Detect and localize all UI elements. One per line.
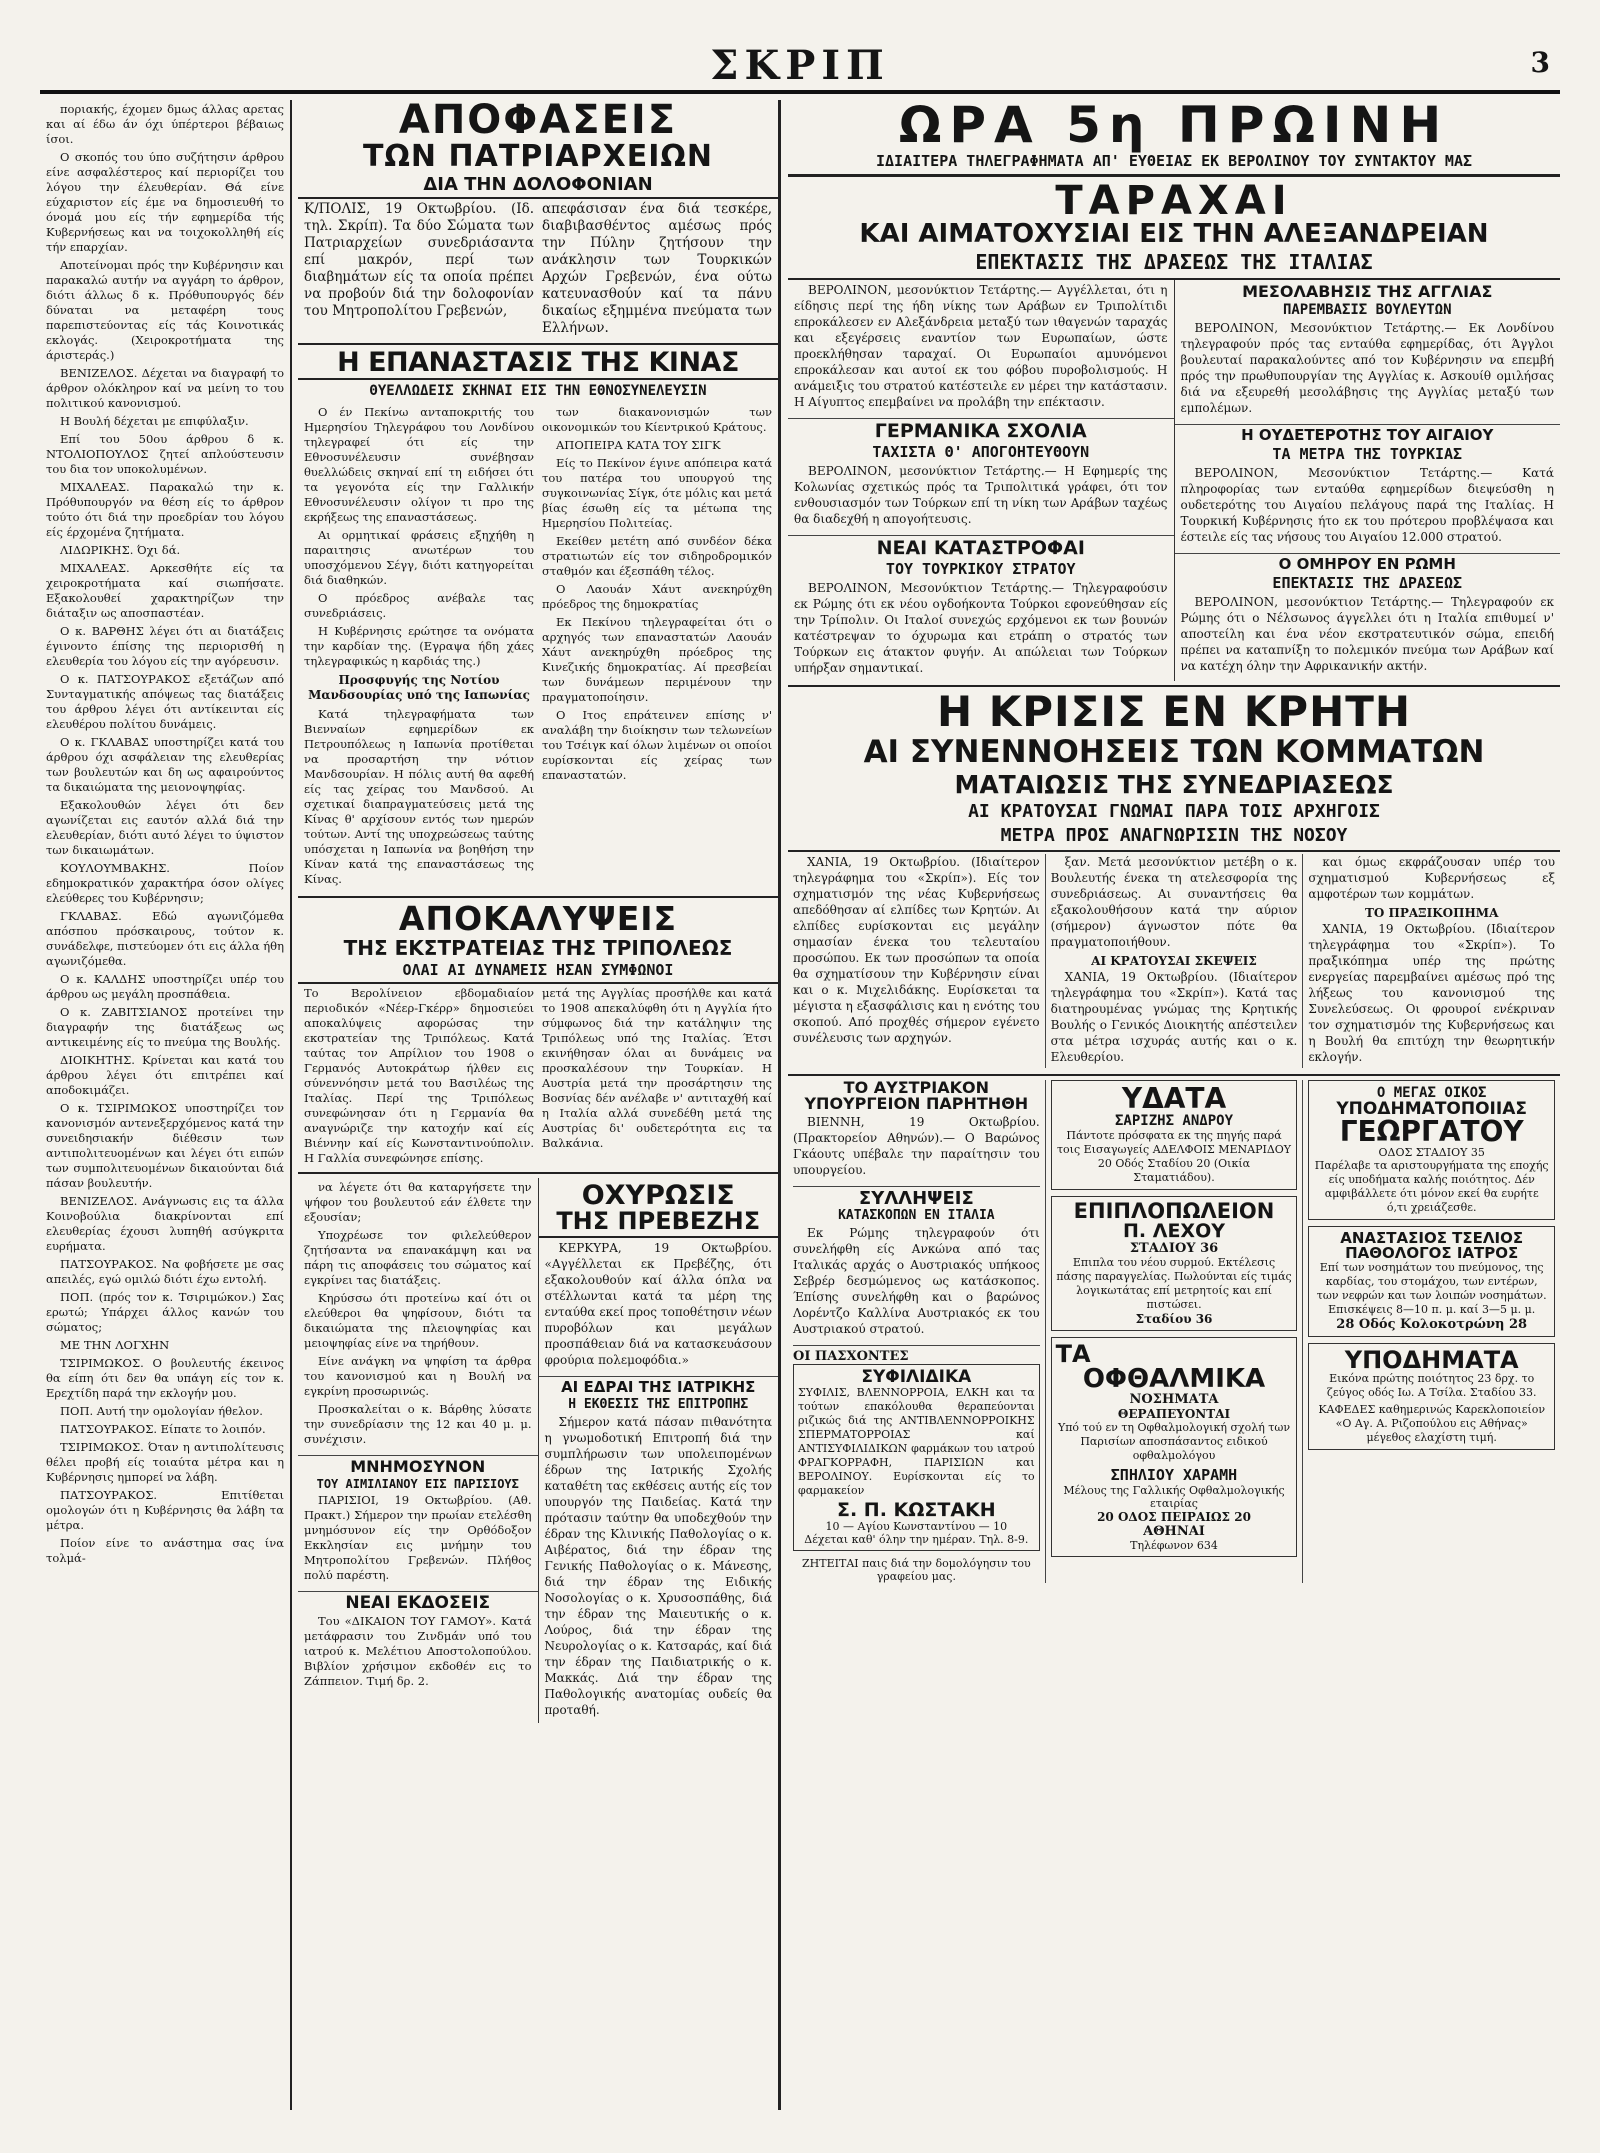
subhead: ΤΑ ΜΕΤΡΑ ΤΗΣ ΤΟΥΡΚΙΑΣ xyxy=(1272,445,1463,463)
subhead: ΠΑΡΕΜΒΑΣΙΣ ΒΟΥΛΕΥΤΩΝ xyxy=(1282,302,1452,318)
article-text: Σήμερον κατά πάσαν πιθανότητα η γνωμοδοτική Επιτροπή διά την συμπλήρωσιν των υπολειπομένων έδρων της Ιατρικής Σχολής καταθέτη τας εκθέσεις αυτής είς τον υπουργόν της Παιδείας. Κατά την πρότασιν ταύτην θα υποδεχθούν την έδραν της Κλινικής Παθολογίας ο κ. Αιβέρατος, διά την έδραν της Γενικής Παθολογίας ο κ. Μάνεσης, διά την έδραν της Ειδικής Νοσολογίας ο κ. Χρυσοσπάθης, διά την έδραν της Μαιευτικής ο κ. Λούρος, διά την έδραν της Νευρολογίας ο κ. Κατσαράς, καί διά την έδραν της Παιδιατρικής ο κ. Μακκάς. Διά την έδραν της Παθολογικής ανατομίας ουδείς θα προταθή. xyxy=(544,1415,772,1717)
ad-title: ΤΑ xyxy=(1055,1340,1091,1368)
ad-title: ΣΥΦΙΛΙΔΙΚΑ xyxy=(861,1367,972,1387)
article-paragraph: Ο κ. ΒΑΡΘΗΣ λέγει ότι αι διατάξεις έγινοντο έπίσης της περιορισθή η ελευθερία του λόγου είς την αγόρευσιν. xyxy=(46,624,284,668)
page-number: 3 xyxy=(1530,46,1550,79)
article-paragraph: ΛΙΔΩΡΙΚΗΣ. Όχι δά. xyxy=(60,543,181,557)
article-paragraph: Ο κ. ΖΑΒΙΤΣΙΑΝΟΣ προτείνει την διαγραφήν της διατάξεως ως αντικειμένης είς το πνεύμα της Βουλής. xyxy=(46,1005,284,1049)
ad-title: ΕΠΙΠΛΟΠΩΛΕΙΟΝ xyxy=(1073,1199,1275,1223)
article-paragraph: ΜΙΧΑΛΕΑΣ. Παρακαλώ την κ. Πρόθυπουργόν να θέση είς το άρθρον τούτο ότι διά την προεδρίαν του λόγου είς έρχομένα ζητήματα. xyxy=(46,480,284,539)
ad-text: Εικόνα πρώτης ποιότητος 23 δρχ. το ζεύγος οδός Ιω. Α Τσίλα. Σταδίου 33. xyxy=(1326,1372,1537,1399)
ad-subtitle: ΝΟΣΗΜΑΤΑ xyxy=(1129,1392,1219,1407)
newspaper-title: ΣΚΡΙΠ xyxy=(710,42,890,89)
ad-text: ΣΥΦΙΛΙΣ, ΒΛΕΝΝΟΡΡΟΙΑ, ΕΛΚΗ και τα τούτων επακόλουθα θεραπεύονται ριζικώς διά της ΑΝΤΙΒΛΕΝΝΟΡΡΟΙΚΗΣ ΣΠΕΡΜΑΤΟΡΡΟΙΑΣ καί ΑΝΤΙΣΥΦΙΛΙΔΙΚΩΝ φαρμάκων του ιατρού ΦΡΑΓΚΟΡΡΑΦΗ, ΠΑΡΙΣΙΩΝ και ΒΕΡΟΛΙΝΟΥ. Ευρίσκονται είς το φαρμακείον xyxy=(798,1386,1035,1497)
subhead: Προσφυγής της Νοτίου Μανδσουρίας υπό της Ιαπωνίας xyxy=(308,673,530,702)
headline-2: ΥΠΟΥΡΓΕΙΟΝ ΠΑΡΗΤΗΘΗ xyxy=(804,1094,1029,1113)
ad-text-2: ΚΑΦΕΔΕΣ καθημερινώς Καρεκλοποιείον «Ο Αγ. Α. Ριζοπούλου εις Αθήνας» μέγεθος ελαχίστη τιμή. xyxy=(1318,1403,1546,1444)
headline-2: ΤΩΝ ΠΑΤΡΙΑΡΧΕΙΩΝ xyxy=(362,139,714,174)
ad-text: Πάντοτε πρόσφατα εκ της πηγής παρά τοις Εισαγωγείς ΑΔΕΛΦΟΙΣ ΜΕΝΑΡΙΔΟΥ 20 Οδός Σταδίου 20 (Οικία Σταματιάδου). xyxy=(1056,1129,1292,1184)
article-text: ΒΕΡΟΛΙΝΟΝ, μεσονύκτιον Τετάρτης.— Η Εφημερίς της Κολωνίας σχετικώς πρός τα Τριπολιτικά γράφει, ότι τον ενθουσιασμόν των Τούρκων επί τη νίκη των Αράβων ταχέως θα διαδεχθή η απογοήτευσις. xyxy=(794,464,1168,526)
article-paragraph: Ο πρόεδρος ανέβαλε τας συνεδριάσεις. xyxy=(304,591,534,620)
ad-text: Επιπλα του νέου συρμού. Εκτέλεσις πάσης παραγγελίας. Πωλούνται είς τιμάς λογικωτάτας επί μετρητοίς και επί πιστώσει. xyxy=(1056,1256,1292,1311)
article-text: ΒΕΡΟΛΙΝΟΝ, Μεσονύκτιον Τετάρτης.— Κατά πληροφορίας των ενταύθα εφημερίδων διεψεύσθη η ουδετερότης του Αιγαίου πελάγους παρά της Ιταλίας. Η Τουρκική Κυβέρνησις ήτο εκ του πρότερου προβλέψασα και έστειλε είς τας νήσους του Αιγαίου 12.000 στρατού. xyxy=(1180,466,1554,544)
parliament-report xyxy=(40,100,290,1571)
article-paragraph: ΚΟΥΛΟΥΜΒΑΚΗΣ. Ποίον εδημοκρατικόν χαρακτήρα όσον ολίγες ελεύθερες του Κυβέρνησιν; xyxy=(46,861,284,905)
headline-2: ΚΑΙ ΑΙΜΑΤΟΧΥΣΙΑΙ ΕΙΣ ΤΗΝ ΑΛΕΞΑΝΔΡΕΙΑΝ xyxy=(859,219,1489,249)
article-text: και όμως εκφράζουσαν υπέρ του σχηματισμού Κυβερνήσεως εξ αμφοτέρων των κομμάτων. xyxy=(1308,855,1556,901)
ad-name: Σ. Π. ΚΩΣΤΑΚΗ xyxy=(836,1499,996,1521)
article-text: ΧΑΝΙΑ, 19 Οκτωβρίου. (Ιδιαίτερον τηλεγράφημα του «Σκρίπ»). Είς τον σχηματισμόν της νέας Κυβερνήσεως απεδόθησαν αί ελπίδες των Κρητών. Αι ελπίδες ευρίσκονται εις μεγάλην σημασίαν ένεκα του τελευταίου προσώπου. Εκ των προσώπων τα οποία θα σχηματίσουν την Κυβέρνησιν είναι και ο κ. Μιχελιδάκης. Ευρίσκεται τα μέγιστα η εξασφάλισις και η ενότης του σκοπού. Από προχθές σήμερον εγένετο συνέλευσις των αρχηγών. xyxy=(793,855,1040,1045)
lower-left-block xyxy=(298,1178,539,1723)
ad-role: Μέλους της Γαλλικής Οφθαλμολογικής εταιρίας xyxy=(1063,1484,1285,1510)
column-parliament xyxy=(40,100,292,2110)
article-paragraph: ΜΙΧΑΛΕΑΣ. Αρκεσθήτε είς τα χειροκροτήματα καί σιωπήσατε. Εξακολουθεί χαρακτηρίζων την διάταξιν ως αποσπαστέαν. xyxy=(46,561,284,620)
article-paragraph: ΔΙΟΙΚΗΤΗΣ. Κρίνεται και κατά του άρθρου λέγει ότι επιτρέπει καί αποδοκιμάζει. xyxy=(46,1053,284,1097)
article-text: μετά της Αγγλίας προσήλθε και κατά το 1908 απεκαλύφθη ότι η Αγγλία ήτο σύμφωνος διά την κατάληψιν της Τριπόλεως υπό της Ιταλίας. Έτσι εκινήθησαν όλαι αι δυνάμεις να προσκαλέσουν την Τουρκίαν. Η Αυστρία μετά την προσάρτησιν της Βοσνίας δέν ανέλαβε ν' αντιταχθή καί η Ιταλία αλλά συνεδέθη μετά της Αυστρίας δι' ουδετερότητα εις τα Βαλκάνια. xyxy=(542,986,772,1150)
headline: ΜΝΗΜΟΣΥΝΟΝ xyxy=(350,1457,486,1476)
article-text: ΒΙΕΝΝΗ, 19 Οκτωβρίου. (Πρακτορείον Αθηνών).— Ο Βαρώνος Γκάουτς υπέβαλε την παραίτησιν του υπουργείου. xyxy=(793,1115,1040,1177)
late-news-subbanner: ΙΔΙΑΙΤΕΡΑ ΤΗΛΕΓΡΑΦΗΜΑΤΑ ΑΠ' ΕΥΘΕΙΑΣ ΕΚ ΒΕΡΟΛΙΝΟΥ ΤΟΥ ΣΥΝΤΑΚΤΟΥ ΜΑΣ xyxy=(788,152,1560,177)
article-text: Κηρύσσω ότι προτείνω καί ότι οι ελεύθεροι θα ψηφίσουν, διότι τα δικαιώματα της πλειοψηφίας και μειοψηφίας είνε να τηρήθουν. xyxy=(304,1291,532,1350)
article-paragraph: Εξακολουθών λέγει ότι δεν αγωνίζεται εις εαυτόν αλλά διά την ελευθερίαν, διότι αυτό λέγει το ύψιστον των δικαιωμάτων. xyxy=(46,798,284,857)
headline: ΜΕΣΟΛΑΒΗΣΙΣ ΤΗΣ ΑΓΓΛΙΑΣ xyxy=(1242,282,1493,301)
article-text: ΒΕΡΟΛΙΝΟΝ, Μεσονύκτιον Τετάρτης.— Εκ Λονδίνου τηλεγραφούν πρός τας ενταύθα εφημερίδας, ότι Άγγλοι βουλευταί παρακαλούντες από τον Κυβέρνησιν να επεμβή πρός την πρωθυπουργίαν της Αγγλίας κ. Ασκουίθ ομιλήσας διά να εξευρεθή μεσολάβησις της Αγγλίας μεταξύ των εμπολέμων. xyxy=(1180,321,1554,415)
advertisement xyxy=(1308,1226,1555,1337)
headline-3: ΜΑΤΑΙΩΣΙΣ ΤΗΣ ΣΥΝΕΔΡΙΑΣΕΩΣ xyxy=(954,770,1394,799)
ad-address: 10 — Αγίου Κωνσταντίνου — 10 xyxy=(825,1520,1008,1533)
ad-subtitle-2: ΘΕΡΑΠΕΥΟΝΤΑΙ xyxy=(1117,1407,1231,1421)
headline: ΟΧΥΡΩΣΙΣ xyxy=(581,1180,735,1211)
article-paragraph: ΒΕΝΙΖΕΛΟΣ. Ανάγνωσις εις τα άλλα Κοινοβούλια διακρίνονται επί ελευθερίας έχουσι λυπηθή ασύγκριτα ευρήματα. xyxy=(46,1194,284,1253)
ad-title: Ο ΜΕΓΑΣ ΟΙΚΟΣ xyxy=(1376,1085,1487,1101)
subhead: Η ΕΚΘΕΣΙΣ ΤΗΣ ΕΠΙΤΡΟΠΗΣ xyxy=(568,1397,749,1412)
article-paragraph: ΒΕΝΙΖΕΛΟΣ. Δέχεται να διαγραφή το άρθρον ολόκληρον καί να μείνη το του πολιτικού κανονισμού. xyxy=(46,366,284,410)
ad-title: ΠΑΘΟΛΟΓΟΣ ΙΑΤΡΟΣ xyxy=(1345,1244,1519,1262)
headline: ΝΕΑΙ ΚΑΤΑΣΤΡΟΦΑΙ xyxy=(876,537,1085,559)
article-paragraph: Ο έν Πεκίνω ανταποκριτής του Ημερησίου Τηλεγράφου του Λονδίνου τηλεγραφεί ότι είς την Εθνοσυνέλευσιν συνέβησαν θυελλώδεις σκηναί επί τη ειδήσει ότι τα γεγονότα είς την Γαλλικήν Εθνοσυνέλευσιν ολίγον τι προ της εκρήξεως της επαναστάσεως. xyxy=(304,405,534,524)
ad-subtitle: Π. ΛΕΧΟΥ xyxy=(1123,1220,1225,1242)
article-paragraph: ΓΚΛΑΒΑΣ. Εδώ αγωνιζόμεθα απόσπου πρόσκαιρους, τούτον κ. συνάδελφε, πιστεύομεν ότι εις άλλα ήθη αγωνιζόμεθα. xyxy=(46,909,284,968)
headline: Η ΟΥΔΕΤΕΡΟΤΗΣ ΤΟΥ ΑΙΓΑΙΟΥ xyxy=(1241,426,1494,444)
classified-ad: ΖΗΤΕΙΤΑΙ παις διά την δομολόγησιν του γραφείου μας. xyxy=(802,1557,1031,1583)
article-paragraph: ΠΟΠ. Αυτή την ομολογίαν ήθελον. xyxy=(60,1404,263,1418)
ad-text: Υπό τού εν τη Οφθαλμολογική σχολή των Παρισίων αποσπάσαντος ειδικού οφθαλμολόγου xyxy=(1057,1421,1291,1462)
article-text: Είνε ανάγκη να ψηφίση τα άρθρα του κανονισμού και η Βουλή να εγκρίνη προσωρινώς. xyxy=(304,1354,532,1398)
subhead: ΟΛΑΙ ΑΙ ΔΥΝΑΜΕΙΣ ΗΣΑΝ ΣΥΜΦΩΝΟΙ xyxy=(298,961,778,984)
ad-title: ΥΔΑΤΑ xyxy=(1121,1082,1227,1115)
article-text: ΒΕΡΟΛΙΝΟΝ, μεσονύκτιον Τετάρτης.— Τηλεγραφούν εκ Ρώμης ότι ο Νέλσωνος άγγελλει ότι η Ιταλία επιθυμεί ν' αποστείλη και ένα νέον εκστρατευτικόν σώμα, επειδή πρέπει να καταπνίξη το πολεμικόν πνεύμα των Αράβων καί να κατέχη όλην την Αφρικανικήν ακτήν. xyxy=(1180,595,1554,673)
advertisement xyxy=(1051,1196,1298,1331)
subhead: ΔΙΑ ΤΗΝ ΔΟΛΟΦΟΝΙΑΝ xyxy=(298,176,778,199)
article-paragraph: Ο κ. ΤΣΙΡΙΜΩΚΟΣ υποστηρίζει τον κανονισμόν αντενεξερχόμενος κατά την συνειδησιακήν διέθεσιν των αντιπολιτευομένων και λέγει ότι ειπών των συμπολιτευομένων δικαιούνται διά πάσαν βουλευτήν. xyxy=(46,1101,284,1190)
headline-2: ΤΗΣ ΕΚΣΤΡΑΤΕΙΑΣ ΤΗΣ ΤΡΙΠΟΛΕΩΣ xyxy=(343,936,733,960)
subhead: ΤΑΧΙΣΤΑ Θ' ΑΠΟΓΟΗΤΕΥΘΟΥΝ xyxy=(872,443,1090,461)
headline: ΑΠΟΚΑΛΥΨΕΙΣ xyxy=(398,899,678,938)
headline: ΤΟ ΑΥΣΤΡΙΑΚΟΝ xyxy=(843,1078,990,1097)
article-paragraph: ΤΣΙΡΙΜΩΚΟΣ. Ο βουλευτής έκεινος θα είπη ότι δεν θα υπάγη είς τον κ. Ερεχτίδη παρά την εκλογήν μου. xyxy=(46,1356,284,1400)
article-text: ΠΑΡΙΣΙΟΙ, 19 Οκτωβρίου. (Αθ. Πρακτ.) Σήμερον την πρωίαν ετελέσθη μνημόσυνον είς την Ορθόδοξον Εκκλησίαν εις μνήμην του Μητροπολίτου Γρεβενών. Πλήθος πολύ παρέστη. xyxy=(304,1493,532,1582)
article-text: απεφάσισαν ένα διά τεσκέρε, διαβιβασθέντος αμέσως πρός την Πύλην ζητήσουν την ανάκλησιν των Τουρκικών Αρχών Γρεβενών, ένα ούτω κατευνασθούν καί τα πάνυ δικαίως εξημμένα πνεύματα των Ελλήνων. xyxy=(542,201,772,336)
advertisement xyxy=(1051,1337,1298,1557)
article-china xyxy=(298,349,778,892)
headline-2: ΤΗΣ ΠΡΕΒΕΖΗΣ xyxy=(539,1209,779,1238)
article-paragraph: Ο Λαουάν Χάυτ ανεκηρύχθη πρόεδρος της δημοκρατίας xyxy=(542,582,772,611)
article-paragraph: ΠΑΤΣΟΥΡΑΚΟΣ. Να φοβήσετε με σας απειλές, εγώ ομιλώ διότι έχω εντολή. xyxy=(46,1257,284,1286)
subhead: ΤΟ ΠΡΑΞΙΚΟΠΗΜΑ xyxy=(1364,906,1499,920)
ad-address: ΣΤΑΔΙΟΥ 36 xyxy=(1129,1241,1219,1256)
article-paragraph: Ο κ. ΓΚΛΑΒΑΣ υποστηρίζει κατά του άρθρου όχι ασφάλειαν της ελευθερίας των βουλευτών και δη ως αφαιρούντος τα δικαιώματα της μειονοψηφίας. xyxy=(46,735,284,794)
article-text: ξαν. Μετά μεσονύκτιον μετέβη ο κ. Βουλευτής ένεκα τη ατελεσφορία της συνεδριάσεως. Αι συναντήσεις θα εξακολουθήσουν κατά την αύριον (σήμερον) άγνωστον πότε θα πραγματοποιήθουν. xyxy=(1050,855,1298,949)
article-paragraph: Ο κ. ΠΑΤΣΟΥΡΑΚΟΣ εξετάζων από Συνταγματικής απόψεως τας διατάξεις του άρθρου λέγει ότι αντίκεινται είς ελευθέρου πολίτου δυνάμεις. xyxy=(46,672,284,731)
headline-2: ΑΙ ΣΥΝΕΝΝΟΗΣΕΙΣ ΤΩΝ ΚΟΜΜΑΤΩΝ xyxy=(863,734,1485,770)
article-paragraph: ΠΑΤΣΟΥΡΑΚΟΣ. Επιτίθεται ομολογών ότι η Κυβέρνησις θα λάβη τα μέτρα. xyxy=(46,1488,284,1532)
article-paragraph: Ο Ιτος επράτεινεν επίσης ν' αναλάβη την διοίκησιν των τελωνείων του Τσέιγκ καί όλων λιμένων οι οποίοι ευρίσκονται είς χείρας των επαναστατών. xyxy=(542,708,772,782)
article-paragraph: Ο σκοπός του ύπο συζήτησιν άρθρου είνε ασφαλέστερος καί περιορίζει του λόγου την έλευθερίαν. Θά είνε εύχαριστον είς έμε να δημοσιευθή το όνομά μου είς τήν εφημερίδα τής Κυβερνήσεως και να τοιχοκολληθή είς τήν επαρχίαν. xyxy=(46,150,284,254)
ad-text: Παρέλαβε τα αριστουργήματα της εποχής είς υποδήματα καλής ποιότητος. Δέν αμφιβάλλετε ότι μόνον εκεί θα ευρήτε ό,τι χρειάζεσθε. xyxy=(1314,1159,1549,1214)
article-text: Εκ Ρώμης τηλεγραφούν ότι συνελήφθη είς Ανκώνα από τας Ιταλικάς αρχάς ο Αυστριακός υπήκοος Σεβρέρ δεσμώμενος ως κατάσκοπος. Έπίσης συνελήφθη και ο βαρώνος Λορέντζο Καλλίνα Αυστριακός εκ του Αυστριακού στρατού. xyxy=(793,1226,1040,1336)
article-paragraph: Εκείθεν μετέτη από συνδέον δέκα στρατιωτών είς τον σιδηροδρομικόν σταθμόν και έξεσπάθη τέλος. xyxy=(542,534,772,578)
article-paragraph: ΤΣΙΡΙΜΩΚΟΣ. Όταν η αντιπολίτευσις θέλει προβή είς τοιαύτα μέτρα και η Κυβέρνησις ημπορεί να λάβη. xyxy=(46,1440,284,1484)
subhead: ΑΙ ΚΡΑΤΟΥΣΑΙ ΣΚΕΨΕΙΣ xyxy=(1091,954,1257,968)
advertisement xyxy=(793,1364,1040,1551)
article-paragraph: Επί του 50ου άρθρου δ κ. ΝΤΟΛΙΟΠΟΥΛΟΣ ζητεί απλούστευσιν του δια τον υποκολυμένων. xyxy=(46,432,284,476)
article-text: ΒΕΡΟΛΙΝΟΝ, μεσονύκτιον Τετάρτης.— Αγγέλλεται, ότι η είδησις περί της ήδη νίκης των Αράβων εν Τριπολίτιδι επροκάλεσεν εν Αλεξάνδρεια μεταξύ των ιθαγενών ταραχάς και εξεγέρσεις εναντίον των Ευρωπαίων, ώστε προεκλήθησαν ταραχαί. Οι Ευρωπαίοι αμυνόμενοι επροκάλεσαν και αυτοί εκ του φόβου πυροβολισμούς. Η ανάμειξις του στρατού κατέστειλε εν μέρει την κατάστασιν. Η Αίγυπτος επεμβαίνει να προλάβη την επέκτασιν. xyxy=(794,283,1168,409)
headline: ΑΙ ΕΔΡΑΙ ΤΗΣ ΙΑΤΡΙΚΗΣ xyxy=(561,1378,756,1396)
ad-subtitle: ΣΑΡΙΖΗΣ ΑΝΔΡΟΥ xyxy=(1115,1113,1234,1129)
article-paragraph: ΠΟΠ. (πρός τον κ. Τσιριμώκον.) Σας ερωτώ; Υπάρχει άλλος κανών του σώματος; xyxy=(46,1290,284,1334)
ad-address: ΟΔΟΣ ΣΤΑΔΙΟΥ 35 xyxy=(1378,1146,1485,1159)
article-text: Υποχρέωσε τον φιλελεύθερον ζητήσαντα να επανακάμψη και να πάρη τις αποφάσεις του σώματος καί εγκρίνει τας διατάξεις. xyxy=(304,1228,532,1287)
article-text: Κατά τηλεγραφήματα των Βιενναίων εφημερίδων εκ Πετρουπόλεως η Ιαπωνία προτίθεται να προσαρτήση την νότιον Μανδσουρίαν. Η πόλις αυτή θα αφεθή είς τας χείρας του Μανδσού. Αι σχετικαί διαπραγματεύσεις μετά της Κίνας θ' αρχίσουν εντός των ημερών τούτων. Αντί της υποχρεώσεως ταύτης υπόσχεται η Ιαπωνία να βοηθήση την Κίναν κατά της επαναστάσεως της Κίνας. xyxy=(304,707,534,886)
article-text: Προσκαλείται ο κ. Βάρθης λύσατε την συνεδρίασιν της 12 και 40 μ. μ. συνέχισιν. xyxy=(304,1402,532,1446)
advertisement xyxy=(1051,1080,1298,1190)
article-text: ΧΑΝΙΑ, 19 Οκτωβρίου. (Ιδιαίτερον τηλεγράφημα του «Σκρίπ»). Κατά τας διατηρουμένας γνώμας της Κρητικής Βουλής ο Γενικός Διοικητής απέστειλεν στα μέτρα ισχυράς αυτής και ο κ. Ελευθερίου. xyxy=(1050,970,1298,1064)
late-news-banner: ΩΡΑ 5η ΠΡΩΙΝΗ xyxy=(898,100,1450,154)
article-paragraph: Είς το Πεκίνον έγινε απόπειρα κατά του πατέρα του υπουργού της συγκοινωνίας Σίγκ, ότε μόλις και μετά βίας έσωθη είς τα μέτωπα της Ημερησίου Πολιτείας. xyxy=(542,456,772,530)
lower-right-block xyxy=(539,1178,779,1723)
article-text: ΧΑΝΙΑ, 19 Οκτωβρίου. (Ιδιαίτερον τηλεγράφημα του «Σκρίπ»). Το πραξικόπημα υπέρ της πρώτης ενεργείας παρεμβαίνει αμέσως πρό της λήξεως του κανονισμού της Συνελεύσεως. Οι φρουροί ενέκριναν τον σχηματισμόν της Κυβερνήσεως και η Βουλή θα επιτύχη την θεωρητικήν εκλογήν. xyxy=(1308,922,1556,1064)
headline: ΝΕΑΙ ΕΚΔΟΣΕΙΣ xyxy=(345,1593,491,1613)
ad-text: Επί των νοσημάτων του πνεύμονος, της καρδίας, του στομάχου, των εντέρων, των νεφρών και των λοιπών νοσημάτων. Επισκέψεις 8—10 π. μ. καί 3—5 μ. μ. xyxy=(1316,1261,1547,1316)
headline: ΑΠΟΦΑΣΕΙΣ xyxy=(398,100,678,143)
headline: ΟΙ ΠΑΣΧΟΝΤΕΣ xyxy=(793,1349,909,1364)
article-paragraph: Αι ορμητικαί φράσεις εξηχήθη η παραιτησις ανωτέρων του υποσχόμενου Σέγγ, διότι κατηγορείται διά διαθηκών. xyxy=(304,528,534,587)
article-paragraph: ΜΕ ΤΗΝ ΛΟΓΧΗΝ xyxy=(60,1338,170,1352)
article-text xyxy=(304,405,534,669)
article-paragraph: των διακανονισμών των οικονομικών του Κίεντρικού Κράτους. xyxy=(542,405,772,434)
article-paragraph: Αποτείνομαι πρός την Κυβέρνησιν και παρακαλώ αυτήν να αγγάρη το άρθρον, διότι άλλως δ κ. Πρόθυπουργός δέν δύναται να μεταφέρη τους παρεπιστεύοντας είς τάς Κοινοτικάς εκλογάς. (Χειροκροτήματα της άριστεράς.) xyxy=(46,258,284,362)
article-paragraph: Εκ Πεκίνου τηλεγραφείται ότι ο αρχηγός των επαναστατών Λαουάν Χάυτ ανεκηρύχθη πρόεδρος της Κινεζικής δημοκρατίας. Αί πρεσβείαι των δυνάμεων περιμένουν την πραγματοποίησιν. xyxy=(542,615,772,704)
article-paragraph: Ποίον είνε το ανάστημα σας ίνα τολμά- xyxy=(46,1536,284,1565)
ad-hours: Δέχεται καθ' όλην την ημέραν. Τηλ. 8-9. xyxy=(804,1533,1029,1546)
subhead: ΤΟΥ ΤΟΥΡΚΙΚΟΥ ΣΤΡΑΤΟΥ xyxy=(885,560,1076,578)
ads-column-middle xyxy=(1046,1080,1304,1583)
ad-address: Σταδίου 36 xyxy=(1135,1312,1213,1326)
subhead: ΘΥΕΛΛΩΔΕΙΣ ΣΚΗΝΑΙ ΕΙΣ ΤΗΝ ΕΘΝΟΣΥΝΕΛΕΥΣΙΝ xyxy=(369,383,707,399)
advertisement xyxy=(1308,1080,1555,1220)
headline: Η ΕΠΑΝΑΣΤΑΣΙΣ ΤΗΣ ΚΙΝΑΣ xyxy=(298,349,778,380)
ad-city: ΑΘΗΝΑΙ xyxy=(1143,1524,1205,1539)
ad-title-2: ΟΦΘΑΛΜΙΚΑ xyxy=(1082,1364,1266,1394)
subhead: ΑΙ ΚΡΑΤΟΥΣΑΙ ΓΝΩΜΑΙ ΠΑΡΑ ΤΟΙΣ ΑΡΧΗΓΟΙΣ xyxy=(968,801,1380,822)
subhead: ΚΑΤΑΣΚΟΠΩΝ ΕΝ ΙΤΑΛΙΑ xyxy=(838,1208,995,1223)
ad-address: 28 Οδός Κολοκοτρώνη 28 xyxy=(1336,1317,1528,1332)
article-text: να λέγετε ότι θα καταργήσετε την ψήφον του βουλευτού εάν έλθετε την εξουσίαν; xyxy=(304,1180,532,1224)
subhead: ΕΠΕΚΤΑΣΙΣ ΤΗΣ ΔΡΑΣΕΩΣ ΤΗΣ ΙΤΑΛΙΑΣ xyxy=(788,250,1560,280)
article-paragraph: ΑΠΟΠΕΙΡΑ ΚΑΤΑ ΤΟΥ ΣΙΓΚ xyxy=(556,438,721,452)
article-paragraph: Η Κυβέρνησις ερώτησε τα ονόματα την καρδίαν της. (Εγραψα ήδη χάες τηλεγραφικώς η καρδιάς της.) xyxy=(304,624,534,668)
subhead-2: ΜΕΤΡΑ ΠΡΟΣ ΑΝΑΓΝΩΡΙΣΙΝ ΤΗΣ ΝΟΣΟΥ xyxy=(788,825,1560,852)
article-paragraph: Η Βουλή δέχεται με επιφύλαξιν. xyxy=(60,414,249,428)
article-tripoli xyxy=(298,899,778,1168)
column-middle xyxy=(298,100,781,2110)
ad-phone: Τηλέφωνον 634 xyxy=(1130,1539,1218,1552)
ad-name: ΑΝΑΣΤΑΣΙΟΣ ΤΣΕΛΙΟΣ xyxy=(1340,1229,1524,1247)
article-text: Το Βερολίνειον εβδομαδιαίον περιοδικόν «Νέερ-Γκέρρ» δημοσιεύει αποκαλύψεις αφορώσας την εκστρατείαν της Τριπόλεως. Κατά ταύτας τον Απρίλιον του 1908 ο Γερμανός Αυτοκράτωρ ήλθεν εις σύνεννόησιν μετά του Βασιλέως της Ιταλίας. Περί της Τριπόλεως συνεφώνησαν ότι η Γερμανία θα αναγνώριζε την κατοχήν καί είς Βιέννην καί είς Κωνσταντινούπολιν. Η Γαλλία συνεφώνησε επίσης. xyxy=(304,986,534,1165)
article-text: ΚΕΡΚΥΡΑ, 19 Οκτωβρίου. «Αγγέλλεται εκ Πρεβέζης, ότι εξακολουθούν καί άλλα όπλα να στέλλωνται κατά τα μέρη της ενταύθα εκεί προς τοποθέτησιν νέων πυροβόλων και μεγάλων προσπάθειαν διά να κατασκευάσουν φρούρια πολεμοφόδια.» xyxy=(544,1241,772,1367)
subhead: ΕΠΕΚΤΑΣΙΣ ΤΗΣ ΔΡΑΣΕΩΣ xyxy=(1272,574,1463,592)
ad-name: ΣΠΗΛΙΟΥ ΧΑΡΑΜΗ xyxy=(1110,1466,1238,1484)
headline: ΤΑΡΑΧΑΙ xyxy=(1055,178,1293,224)
article-paragraph: ποριακής, έχομεν δμως άλλας αρετας και αί έδω άν όχι ύπέρτεροι βέβαιως ίσοι. xyxy=(46,102,284,146)
headline: Ο ΟΜΗΡΟΥ ΕΝ ΡΩΜΗ xyxy=(1278,555,1456,573)
article-text xyxy=(542,405,772,890)
ads-column-right xyxy=(1303,1080,1560,1583)
headline: ΣΥΛΛΗΨΕΙΣ xyxy=(858,1188,974,1209)
article-text: Κ/ΠΟΛΙΣ, 19 Οκτωβρίου. (Ιδ. τηλ. Σκρίπ). Τα δύο Σώματα των Πατριαρχείων συνεδριάσαντα επί μακρόν, περί των διαβημάτων είς τα οποία πρέπει να προβούν διά την δολοφονίαν του Μητροπολίτου Γρεβενών, xyxy=(304,201,534,319)
ad-title-2: ΥΠΟΔΗΜΑΤΟΠΟΙΙΑΣ xyxy=(1336,1099,1527,1119)
headline: ΓΕΡΜΑΝΙΚΑ ΣΧΟΛΙΑ xyxy=(874,420,1087,442)
newspaper-page xyxy=(40,40,1560,2110)
lower-news-column xyxy=(788,1080,1046,1583)
article-paragraph: Ο κ. ΚΑΛΔΗΣ υποστηρίζει υπέρ του άρθρου ως μεγάλη προσπάθεια. xyxy=(46,972,284,1001)
article-text: Του «ΔΙΚΑΙΟΝ ΤΟΥ ΓΑΜΟΥ». Κατά μετάφρασιν του Ζινδμάν υπό του ιατρού κ. Μελέτιου Αποστολοπούλου. Βιβλίον χρήσιμον εκδοθέν εις το Ζάππειον. Τιμή δρ. 2. xyxy=(304,1614,532,1688)
headline: Η ΚΡΙΣΙΣ ΕΝ ΚΡΗΤΗ xyxy=(936,687,1412,736)
article-paragraph: ΠΑΤΣΟΥΡΑΚΟΣ. Είπατε το λοιπόν. xyxy=(60,1422,266,1436)
article-patriarchates xyxy=(298,100,778,339)
ad-address: 20 ΟΔΟΣ ΠΕΙΡΑΙΩΣ 20 xyxy=(1097,1510,1251,1524)
ad-title: ΥΠΟΔΗΜΑΤΑ xyxy=(1344,1346,1519,1374)
masthead xyxy=(40,40,1560,94)
column-right xyxy=(788,100,1560,2110)
subhead: ΤΟΥ ΑΙΜΙΛΙΑΝΟΥ ΕΙΣ ΠΑΡΙΣΙΟΥΣ xyxy=(316,1477,519,1491)
advertisement xyxy=(1308,1343,1555,1450)
ad-name: ΓΕΩΡΓΑΤΟΥ xyxy=(1339,1115,1524,1148)
article-text: ΒΕΡΟΛΙΝΟΝ, Μεσονύκτιον Τετάρτης.— Τηλεγραφούσιν εκ Ρώμης ότι εκ νέου ογδοήκοντα Τούρκοι εφονεύθησαν είς την Τρίπολιν. Οι Ιταλοί συνεχώς ερχόμενοι εκ των βουνών κατέστρεψαν το όχυρωμα και ετράπη ο στρατός των Τούρκων εις άτακτον φυγήν. Αι απώλειαι των Τούρκων υπήρξαν σημαντικαί. xyxy=(794,581,1168,675)
article-crete xyxy=(788,687,1560,1070)
